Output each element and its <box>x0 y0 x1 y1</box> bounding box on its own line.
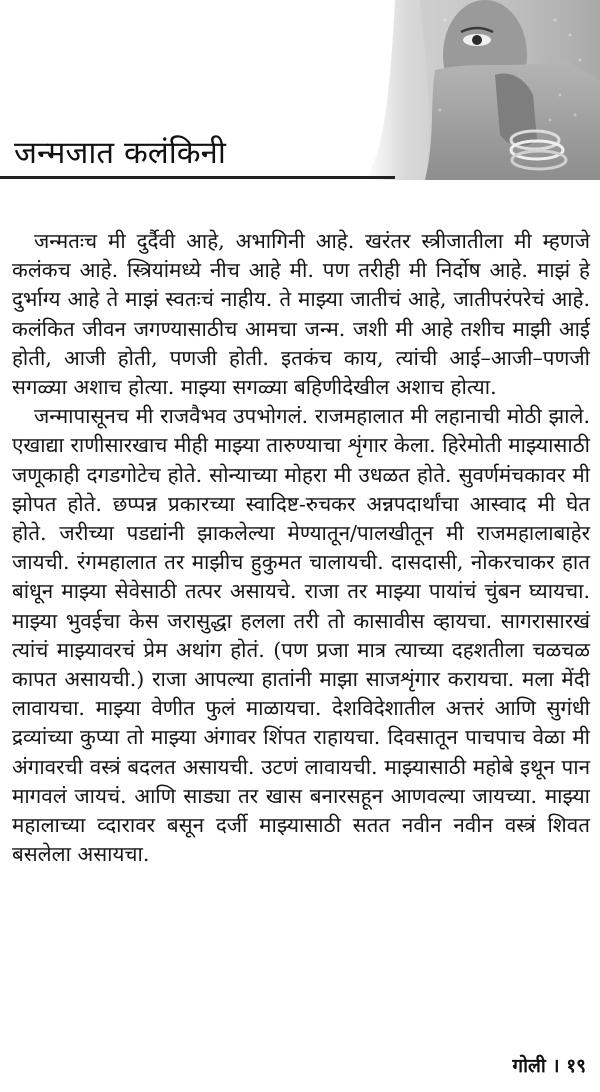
body-text <box>12 227 590 869</box>
chapter-title: जन्मजात कलंकिनी <box>14 135 226 171</box>
title-underline <box>0 176 395 179</box>
paragraph: जन्मापासूनच मी राजवैभव उपभोगलं. राजमहालात मी लहानाची मोठी झाले. एखाद्या राणीसारखाच मीही माझ्या तारुण्याचा शृंगार केला. हिरेमोती माझ्यासाठी जणूकाही दगडगोटेच होते. सोन्याच्या मोहरा मी उधळत होते. सुवर्णमंचकावर मी झोपत होते. छप्पन्न प्रकारच्या स्वादिष्ट-रुचकर अन्नपदार्थांचा आस्वाद मी घेत होते. जरीच्या पडद्यांनी झाकलेल्या मेण्यातून/पालखीतून मी राजमहालाबाहेर जायची. रंगमहालात तर माझीच हुकुमत चालायची. दासदासी, नोकरचाकर हात बांधून माझ्या सेवेसाठी तत्पर असायचे. राजा तर माझ्या पायांचं चुंबन घ्यायचा. माझ्या भुवईचा केस जरासुद्धा हलला तरी तो कासावीस व्हायचा. सागरासारखं त्यांचं माझ्यावरचं प्रेम अथांग होतं. (पण प्रजा मात्र त्याच्या दहशतीला चळचळ कापत असायची.) राजा आपल्या हातांनी माझा साजशृंगार करायचा. मला मेंदी लावायचा. माझ्या वेणीत फुलं माळायचा. देशविदेशातील अत्तरं आणि सुगंधी द्रव्यांच्या कुप्या तो माझ्या अंगावर शिंपत राहायचा. दिवसातून पाचपाच वेळा मी अंगावरची वस्त्रं बदलत असायची. उटणं लावायची. माझ्यासाठी महोबे इथून पान मागवलं जायचं. आणि साड्या तर खास बनारसहून आणवल्या जायच्या. माझ्या महालाच्या व्दारावर बसून दर्जी माझ्यासाठी सतत नवीन नवीन वस्त्रं शिवत बसलेला असायचा. <box>12 404 590 867</box>
page-footer: गोली । १९ <box>512 1055 586 1077</box>
veiled-woman-photo <box>365 0 600 180</box>
paragraph: जन्मतःच मी दुर्दैवी आहे, अभागिनी आहे. खरंतर स्त्रीजातीला मी म्हणजे कलंकच आहे. स्त्रियांमध्ये नीच आहे मी. पण तरीही मी निर्दोष आहे. माझं हे दुर्भाग्य आहे ते माझं स्वतःचं नाहीय. ते माझ्या जातीचं आहे, जातीपरंपरेचं आहे. कलंकित जीवन जगण्यासाठीच आमचा जन्म. जशी मी आहे तशीच माझी आई होती, आजी होती, पणजी होती. इतकंच काय, त्यांची आई–आजी–पणजी सगळ्या अशाच होत्या. माझ्या सगळ्या बहिणीदेखील अशाच होत्या. <box>12 229 590 400</box>
